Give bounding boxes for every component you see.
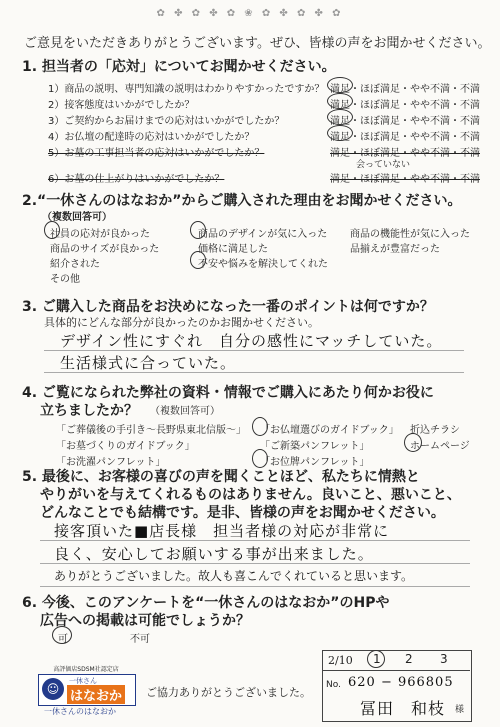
q2-choice-7: 紹介された xyxy=(50,259,100,270)
q4-mark-2 xyxy=(252,417,268,436)
q5-rule-1 xyxy=(40,540,470,541)
q5-title-3: どんなことでも結構です。是非、皆様の声をお聞かせください。 xyxy=(40,505,445,521)
q1-mark-2 xyxy=(327,93,353,109)
record-num-3: 3 xyxy=(440,652,448,666)
q2-choice-8: 不安や悩みを解決してくれた xyxy=(198,259,328,270)
q4-choice-1: 「ご葬儀後の手引き～長野県東北信版～」 xyxy=(56,425,246,436)
q4-choice-6: ホームページ xyxy=(410,441,470,452)
q3-title: 3. ご購入した商品をお決めになった一番のポイントは何ですか？ xyxy=(22,299,434,315)
record-num-2: 2 xyxy=(405,652,413,666)
q2-choice-2: 商品のデザインが気に入った xyxy=(198,229,328,240)
q2-choice-3: 商品の機能性が気に入った xyxy=(350,229,470,240)
q1-item-2: 2）接客態度はいかがでしたか？ xyxy=(48,100,195,111)
record-no-label: No. xyxy=(326,680,341,690)
q1-item-5: 5）お墓の工事担当者の応対はいかがでしたか？ xyxy=(48,148,265,159)
thanks-text: ご協力ありがとうございました。 xyxy=(146,686,311,699)
brand-bottom: 一休さんのはなおか xyxy=(44,707,116,716)
q5-rule-3 xyxy=(40,586,470,587)
q1-options-3: 満足・ほぼ満足・やや不満・不満 xyxy=(330,116,480,127)
record-no-value: 620 − 966805 xyxy=(348,675,454,690)
q6-mark-yes xyxy=(52,626,72,644)
q2-title: 2.“一休さんのはなおか”からご購入された理由をお聞かせください。 xyxy=(22,193,462,209)
q4-choice-2: 「お仏壇選びのガイドブック」 xyxy=(260,425,399,436)
q1-mark-3 xyxy=(327,109,353,125)
q3-rule-2 xyxy=(44,372,464,373)
q1-options-1: 満足・ほぼ満足・やや不満・不満 xyxy=(330,84,480,95)
q4-choice-3: 折込チラシ xyxy=(410,425,460,436)
q2-choice-9: その他 xyxy=(50,274,80,285)
q2-choice-1: 社員の応対が良かった xyxy=(50,229,150,240)
q2-sub: （複数回答可） xyxy=(42,212,112,223)
name-suffix: 様 xyxy=(455,705,465,715)
company-logo xyxy=(38,674,136,706)
q3-rule-1 xyxy=(44,350,464,351)
record-mark-1 xyxy=(367,650,385,668)
q4-sub: （複数回答可） xyxy=(150,406,220,417)
q3-sub: 具体的にどんな部分が良かったのかお聞かせください。 xyxy=(44,316,319,329)
q5-answer-line-3: ありがとうございました。故人も喜こんでくれていると思います。 xyxy=(54,569,414,583)
q4-choice-4: 「お墓づくりのガイドブック」 xyxy=(56,441,195,452)
record-date: 2/10 xyxy=(328,654,353,667)
q1-item-3: 3）ご契約からお届けまでの応対はいかがでしたか？ xyxy=(48,116,285,127)
q1-options-6: 満足・ほぼ満足・やや不満・不満 xyxy=(330,174,480,185)
logo-icon: ☺ xyxy=(42,678,64,700)
q6-yes: 可 xyxy=(58,634,68,645)
q4-choice-5: 「ご新築パンフレット」 xyxy=(260,441,370,452)
q2-choice-6: 品揃えが豊富だった xyxy=(350,244,440,255)
q1-options-4: 満足・ほぼ満足・やや不満・不満 xyxy=(330,132,480,143)
q1-mark-1 xyxy=(327,77,353,93)
q2-mark-1 xyxy=(44,221,60,239)
q1-options-2: 満足・ほぼ満足・やや不満・不満 xyxy=(330,100,480,111)
q5-rule-2 xyxy=(40,563,470,564)
q1-item-1: 1）商品の説明、専門知識の説明はわかりやすかったですか？ xyxy=(48,84,325,95)
q4-choice-8: 「お位牌パンフレット」 xyxy=(260,457,370,468)
q5-title-2: やりがいを与えてくれるものはありません。良いこと、悪いこと、 xyxy=(40,487,461,503)
q2-choice-5: 価格に満足した xyxy=(198,244,268,255)
q1-title: 1. 担当者の「応対」についてお聞かせください。 xyxy=(22,59,336,75)
logo-caption: 高評価店SDSM社認定店 xyxy=(53,666,119,673)
q5-answer-line-2: 良く、安心してお願いする事が出来ました。 xyxy=(54,545,374,563)
q2-mark-2 xyxy=(190,221,206,239)
q4-title-2: 立ちましたか？ xyxy=(40,403,138,419)
q1-mark-4 xyxy=(327,125,353,141)
q1-item-4: 4）お仏壇の配達時の応対はいかがでしたか？ xyxy=(48,132,255,143)
intro-text: ご意見をいただきありがとうございます。ぜひ、皆様の声をお聞かせください。 xyxy=(24,36,491,51)
q4-choice-7: 「お洗濯パンフレット」 xyxy=(56,457,166,468)
q3-answer-line-2: 生活様式に合っていた。 xyxy=(60,354,237,372)
q5-answer-line-1: 接客頂いた■店長様 担当者様の対応が非常に xyxy=(54,522,390,540)
q2-mark-8 xyxy=(190,251,206,269)
q2-choice-4: 商品のサイズが良かった xyxy=(50,244,160,255)
q6-title-1: 6. 今後、このアンケートを“一休さんのはなおか”のHPや xyxy=(22,595,390,611)
customer-name: 冨田 和枝 xyxy=(360,699,446,718)
q4-mark-6 xyxy=(404,433,422,452)
q6-title-2: 広告への掲載は可能でしょうか？ xyxy=(40,613,250,629)
record-box-rule xyxy=(322,670,470,671)
logo-small: 一休さん xyxy=(69,677,97,685)
q5-title-1: 5. 最後に、お客様の喜びの声を聞くことほど、私たちに情熱と xyxy=(22,469,420,485)
q1-note: 会っていない xyxy=(356,160,411,170)
header-ornament: ✿ ✤ ✿ ✤ ✿ ❀ ✿ ✤ ✿ ✤ ✿ xyxy=(156,8,344,19)
q4-title-1: 4. ご覧になられた弊社の資料・情報でご購入にあたり何かお役に xyxy=(22,385,434,401)
q1-options-5: 満足・ほぼ満足・やや不満・不満 xyxy=(330,148,480,159)
q3-answer-line-1: デザイン性にすぐれ 自分の感性にマッチしていた。 xyxy=(60,332,443,350)
q6-no: 不可 xyxy=(130,634,150,645)
q1-item-6: 6）お墓の仕上がりはいかがでしたか？ xyxy=(48,174,225,185)
logo-text: はなおか xyxy=(67,685,125,704)
record-num-1: 1 xyxy=(373,652,381,666)
